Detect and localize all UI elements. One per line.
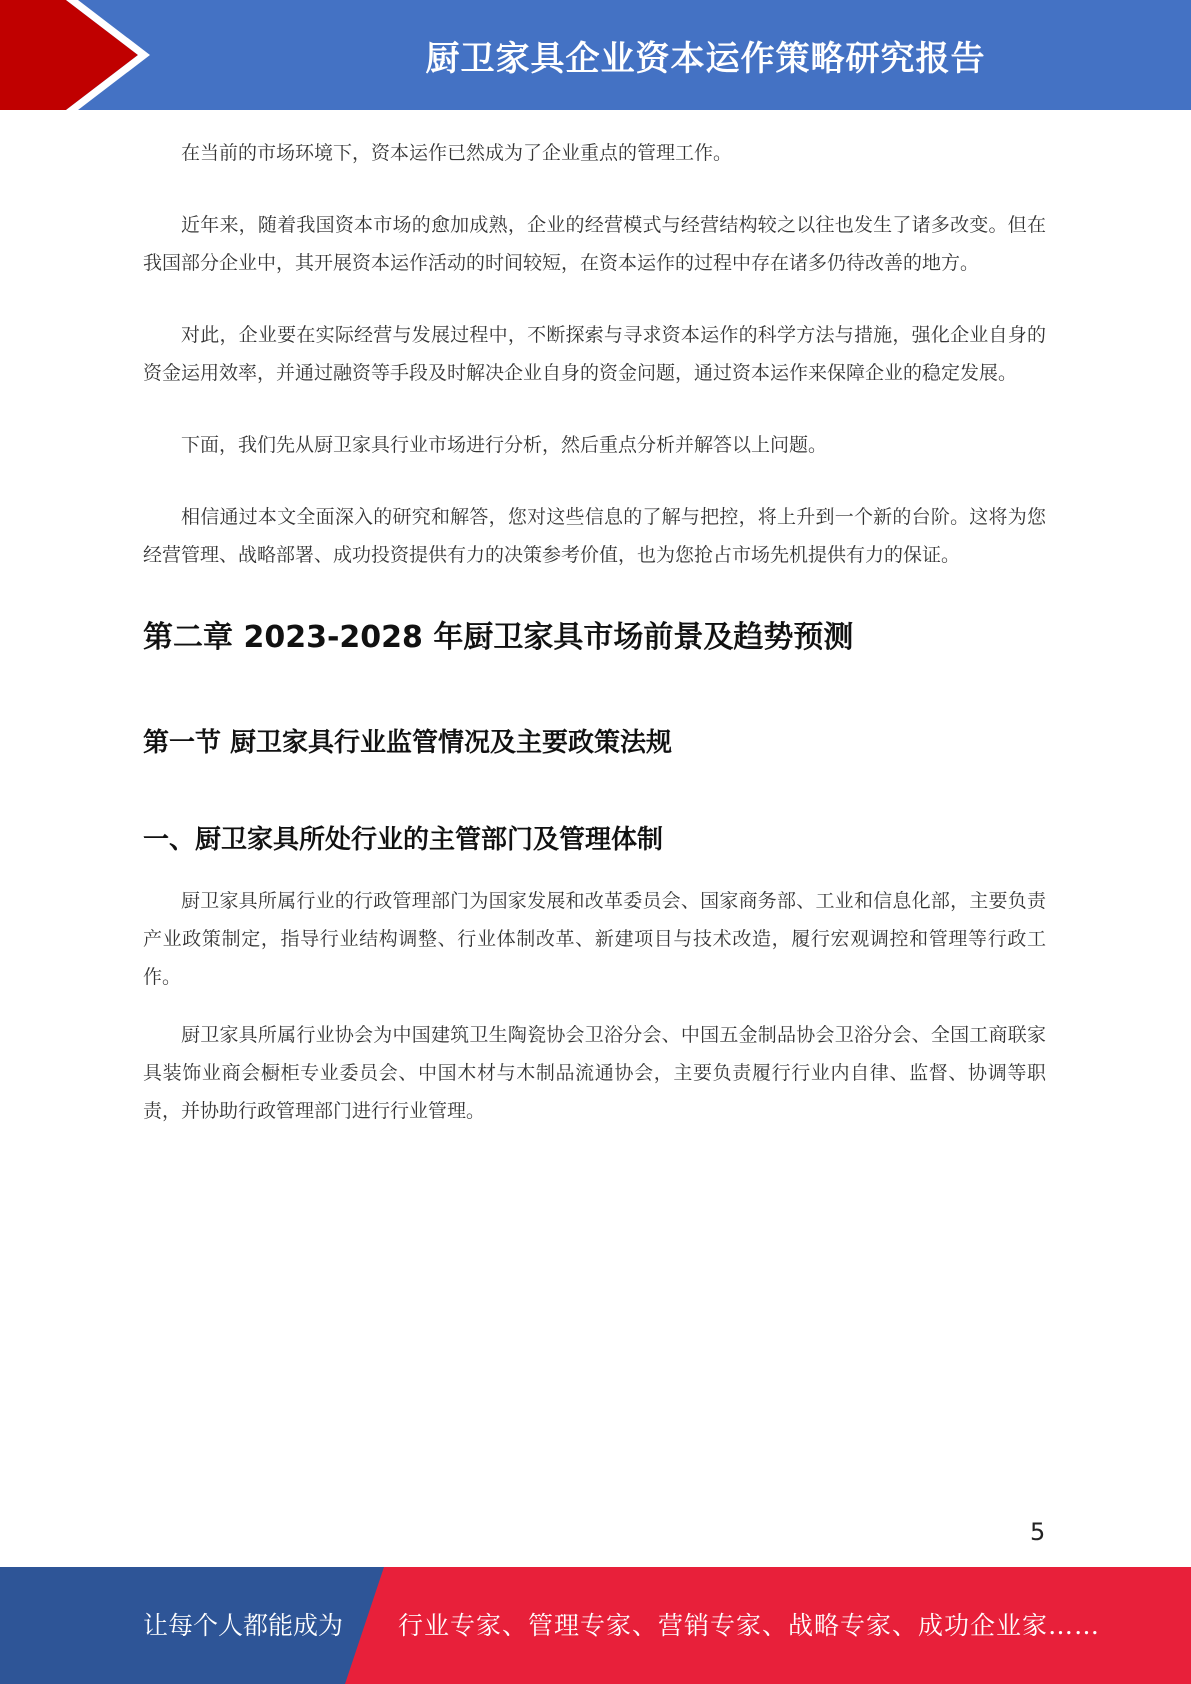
report-header	[0, 0, 1191, 110]
intro-paragraph-5: 相信通过本文全面深入的研究和解答，您对这些信息的了解与把控，将上升到一个新的台阶。这将为您经营管理、战略部署、成功投资提供有力的决策参考价值，也为您抢占市场先机提供有力的保证。	[143, 506, 1046, 566]
subsection-title: 一、厨卫家具所处行业的主管部门及管理体制	[143, 825, 664, 855]
footer-slogan-right: 行业专家、管理专家、营销专家、战略专家、成功企业家……	[398, 1611, 1101, 1640]
subsection-paragraph-1: 厨卫家具所属行业的行政管理部门为国家发展和改革委员会、国家商务部、工业和信息化部，主要负责产业政策制定，指导行业结构调整、行业体制改革、新建项目与技术改造，履行宏观调控和管理等行政工作。	[143, 890, 1046, 988]
subsection-paragraph-2: 厨卫家具所属行业协会为中国建筑卫生陶瓷协会卫浴分会、中国五金制品协会卫浴分会、全国工商联家具装饰业商会橱柜专业委员会、中国木材与木制品流通协会，主要负责履行行业内自律、监督、协调等职责，并协助行政管理部门进行行业管理。	[143, 1024, 1046, 1122]
section-title: 第一节 厨卫家具行业监管情况及主要政策法规	[143, 728, 673, 758]
intro-paragraph-2: 近年来，随着我国资本市场的愈加成熟，企业的经营模式与经营结构较之以往也发生了诸多改变。但在我国部分企业中，其开展资本运作活动的时间较短，在资本运作的过程中存在诸多仍待改善的地方。	[143, 214, 1046, 274]
report-footer	[0, 1567, 1191, 1684]
footer-slogan-left: 让每个人都能成为	[143, 1611, 344, 1640]
chevron-red-shape	[0, 0, 138, 110]
chapter-title: 第二章 2023-2028 年厨卫家具市场前景及趋势预测	[143, 620, 854, 655]
intro-paragraph-4: 下面，我们先从厨卫家具行业市场进行分析，然后重点分析并解答以上问题。	[181, 434, 828, 456]
intro-paragraph-1: 在当前的市场环境下，资本运作已然成为了企业重点的管理工作。	[181, 142, 733, 164]
page-number: 5	[1030, 1518, 1046, 1546]
report-title: 厨卫家具企业资本运作策略研究报告	[425, 38, 986, 79]
intro-paragraph-3: 对此，企业要在实际经营与发展过程中，不断探索与寻求资本运作的科学方法与措施，强化企业自身的资金运用效率，并通过融资等手段及时解决企业自身的资金问题，通过资本运作来保障企业的稳定发展。	[143, 324, 1046, 384]
header-chevron-icon	[0, 0, 160, 110]
page-content	[143, 134, 1046, 1150]
